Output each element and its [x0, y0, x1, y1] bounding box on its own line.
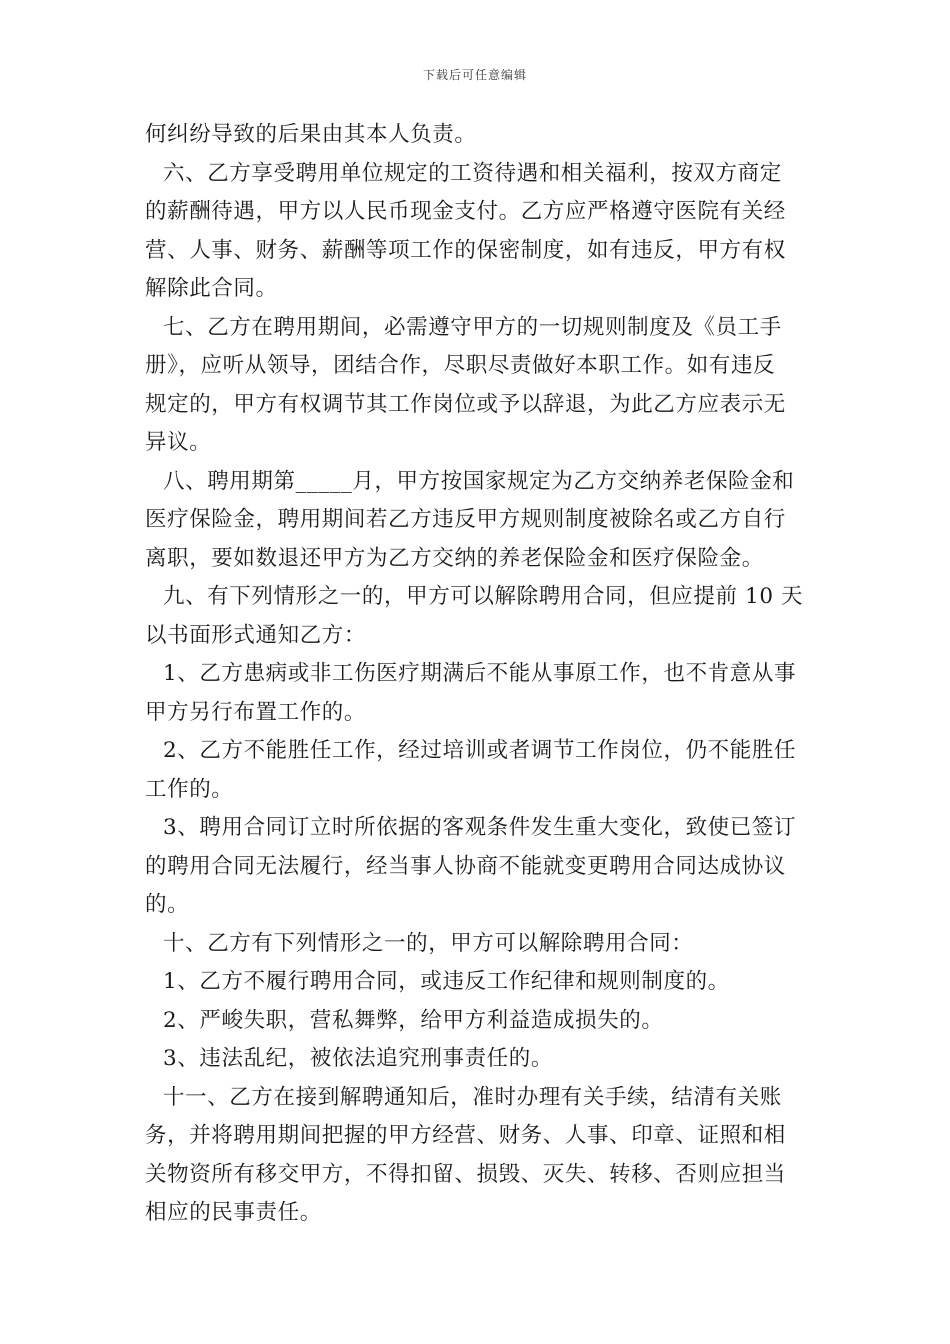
paragraph-line: 1、乙方患病或非工伤医疗期满后不能从事原工作，也不肯意从事 — [163, 661, 797, 686]
paragraph — [145, 463, 815, 579]
page-header: 下载后可任意编辑 — [422, 68, 527, 82]
paragraph-line: 十、乙方有下列情形之一的，甲方可以解除聘用合同： — [163, 930, 694, 956]
paragraph — [145, 1079, 815, 1233]
paragraph-line: 关物资所有移交甲方，不得扣留、损毁、灭失、转移、否则应担当 — [145, 1161, 786, 1187]
paragraph-line: 十一、乙方在接到解聘通知后，准时办理有关手续，结清有关账 — [163, 1084, 782, 1110]
paragraph-line: 的薪酬待遇，甲方以人民币现金支付。乙方应严格遵守医院有关经 — [145, 199, 786, 224]
paragraph-line: 3、聘用合同订立时所依据的客观条件发生重大变化，致使已签订 — [163, 815, 797, 840]
paragraph-line: 相应的民事责任。 — [145, 1200, 322, 1225]
paragraph-line: 规定的，甲方有权调节其工作岗位或予以辞退，为此乙方应表示无 — [145, 391, 786, 417]
paragraph-line: 1、乙方不履行聘用合同，或违反工作纪律和规则制度的。 — [163, 969, 730, 994]
paragraph — [145, 655, 815, 732]
paragraph — [145, 809, 815, 925]
paragraph — [145, 1002, 815, 1041]
paragraph-line: 九、有下列情形之一的，甲方可以解除聘用合同，但应提前 10 天 — [163, 584, 804, 609]
document-body — [145, 116, 815, 1233]
paragraph-line: 营、人事、财务、薪酬等项工作的保密制度，如有违反，甲方有权 — [145, 237, 786, 263]
paragraph-line: 六、乙方享受聘用单位规定的工资待遇和相关福利，按双方商定 — [163, 160, 782, 186]
paragraph-line: 2、严峻失职，营私舞弊，给甲方利益造成损失的。 — [163, 1007, 664, 1033]
paragraph — [145, 1040, 815, 1079]
paragraph-line: 甲方另行布置工作的。 — [145, 699, 367, 725]
paragraph-line: 的聘用合同无法履行，经当事人协商不能就变更聘用合同达成协议 — [145, 853, 786, 879]
paragraph — [145, 925, 815, 964]
paragraph-line: 的。 — [145, 892, 190, 917]
paragraph-line: 册》，应听从领导，团结合作，尽职尽责做好本职工作。如有违反 — [145, 353, 776, 378]
paragraph-line: 离职，要如数退还甲方为乙方交纳的养老保险金和医疗保险金。 — [145, 545, 764, 571]
paragraph-line: 八、聘用期第_____月，甲方按国家规定为乙方交纳养老保险金和 — [163, 468, 795, 494]
paragraph-line: 2、乙方不能胜任工作，经过培训或者调节工作岗位，仍不能胜任 — [163, 738, 797, 763]
paragraph-line: 医疗保险金，聘用期间若乙方违反甲方规则制度被除名或乙方自行 — [145, 507, 786, 532]
paragraph — [145, 116, 815, 155]
paragraph — [145, 963, 815, 1002]
paragraph-line: 解除此合同。 — [145, 276, 278, 301]
paragraph — [145, 578, 815, 655]
paragraph-line: 工作的。 — [145, 776, 234, 802]
paragraph-line: 以书面形式通知乙方： — [145, 622, 367, 648]
paragraph-line: 务，并将聘用期间把握的甲方经营、财务、人事、印章、证照和相 — [145, 1123, 786, 1148]
paragraph-line: 何纠纷导致的后果由其本人负责。 — [145, 122, 477, 147]
paragraph-line: 七、乙方在聘用期间，必需遵守甲方的一切规则制度及《员工手 — [163, 314, 782, 340]
paragraph — [145, 732, 815, 809]
paragraph — [145, 155, 815, 309]
paragraph — [145, 309, 815, 463]
paragraph-line: 3、违法乱纪，被依法追究刑事责任的。 — [163, 1046, 553, 1071]
paragraph-line: 异议。 — [145, 430, 212, 455]
